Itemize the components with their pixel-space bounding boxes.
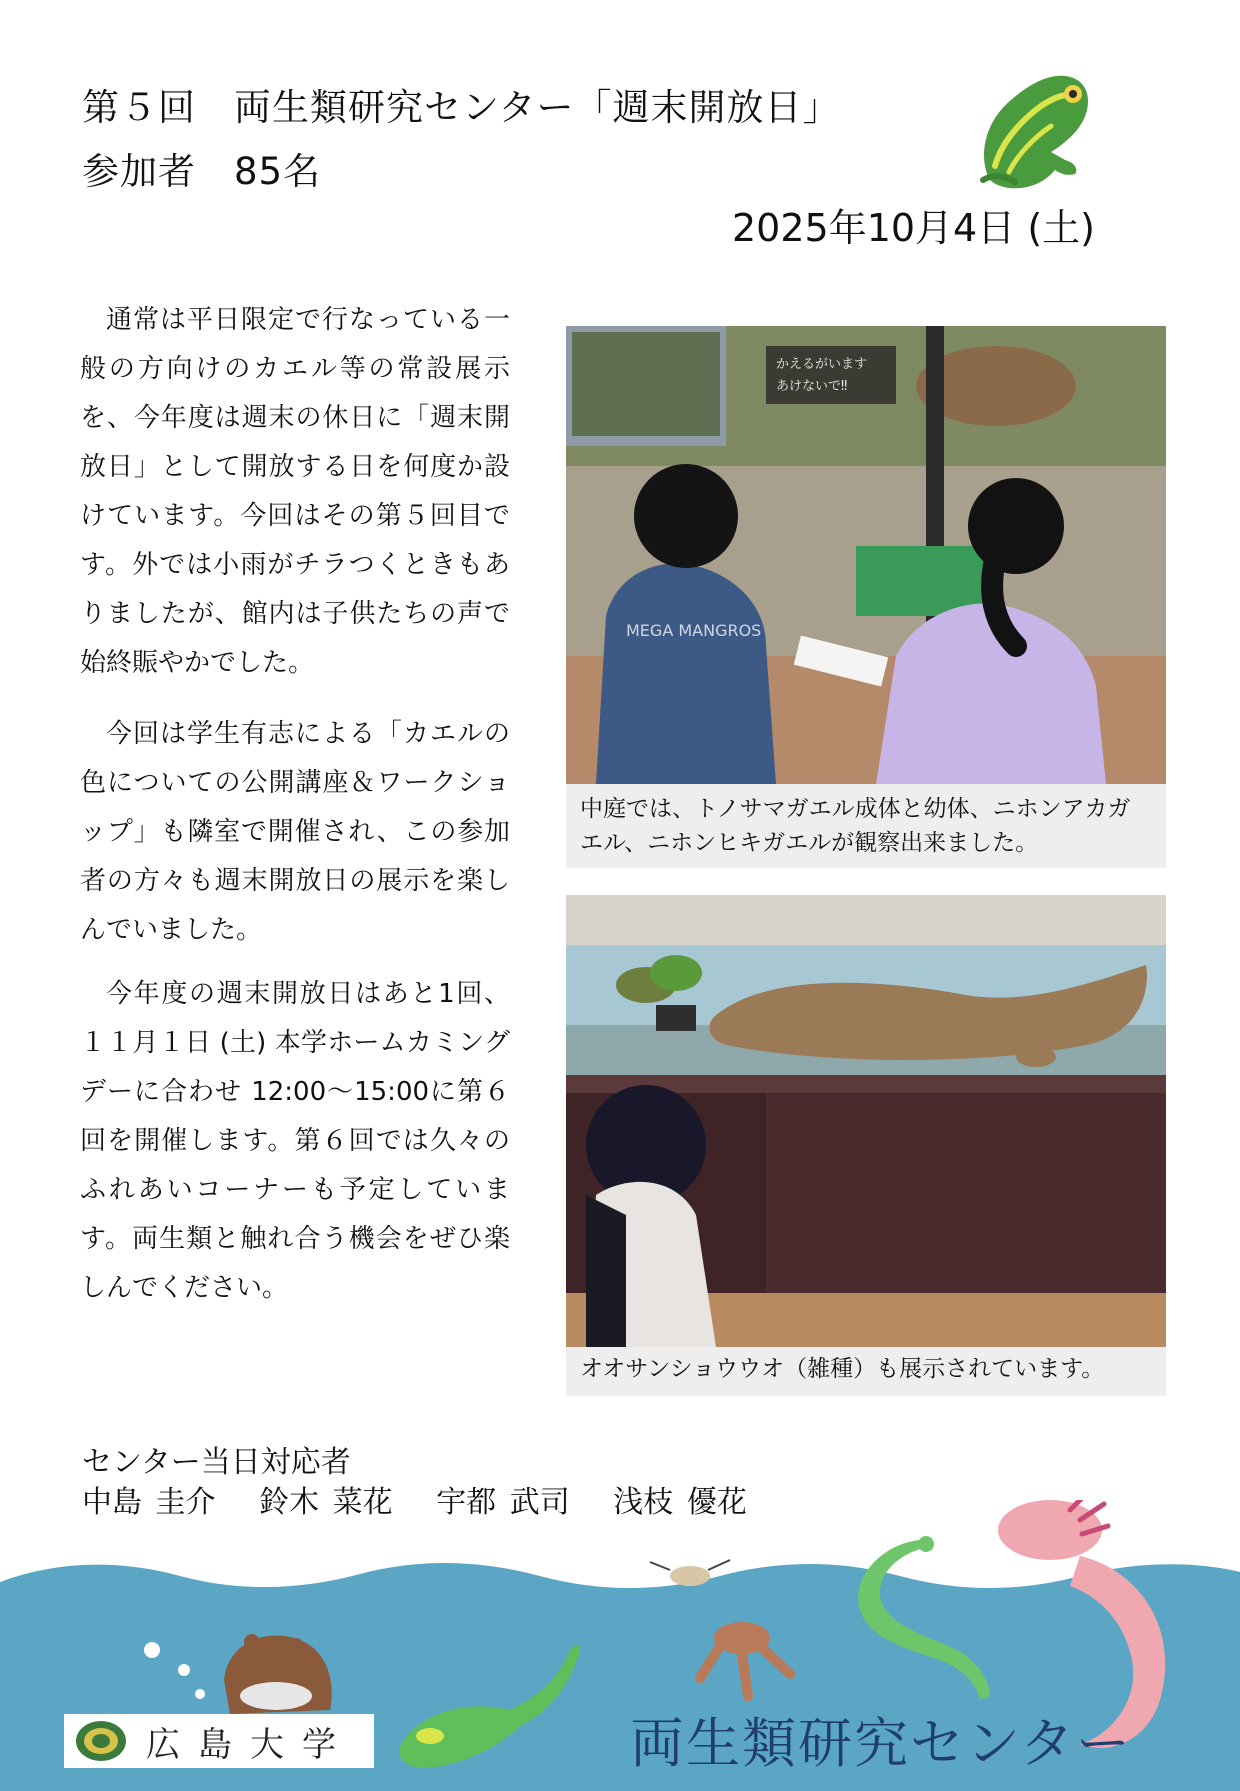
university-name: 広島大学	[146, 1724, 354, 1765]
sign-text-2: あけないで‼	[776, 379, 848, 394]
staff-name: 中島 圭介	[82, 1485, 216, 1520]
article-paragraph-1: 通常は平日限定で行なっている一般の方向けのカエル等の常設展示を、今年度は週末の休日に「週末開放日」として開放する日を何度か設けています。今回はその第５回目です。外では小雨がチラつくときもありましたが、館内は子供たちの声で始終賑やかでした。	[80, 305, 510, 678]
staff-name: 宇都 武司	[436, 1485, 570, 1520]
event-date: 2025年10月4日 (土)	[732, 206, 1095, 250]
sign-text-1: かえるがいます	[776, 357, 868, 372]
university-emblem-icon	[74, 1718, 128, 1764]
photo-children-window	[566, 326, 1166, 784]
frog-icon	[975, 70, 1095, 192]
shirt-text: MEGA MANGROS	[626, 621, 762, 640]
photo-salamander-tank	[566, 895, 1166, 1347]
photo-caption-1: 中庭では、トノサマガエル成体と幼体、ニホンアカガエル、ニホンヒキガエルが観察出来ました。	[566, 784, 1166, 868]
photo-salamander	[566, 895, 1166, 1396]
article-paragraph-3: 今年度の週末開放日はあと1回、１１月１日 (土) 本学ホームカミングデーに合わせ 12:00〜15:00に第６回を開催します。第６回では久々のふれあいコーナーも予定しています。両生類と触れ合う機会をぜひ楽しんでください。	[80, 979, 510, 1303]
article-paragraph-2: 今回は学生有志による「カエルの色についての公開講座＆ワークショップ」も隣室で開催され、この参加者の方々も週末開放日の展示を楽しんでいました。	[80, 719, 510, 945]
title-event: 第５回 両生類研究センター「週末開放日」	[82, 86, 841, 129]
staff-name: 鈴木 菜花	[259, 1485, 393, 1520]
staff-name: 浅枝 優花	[613, 1485, 747, 1520]
title-participants: 参加者 85名	[82, 150, 322, 193]
staff-heading: センター当日対応者	[82, 1445, 351, 1480]
photo-caption-2: オオサンショウウオ（雑種）も展示されています。	[566, 1347, 1166, 1396]
university-logo	[64, 1714, 374, 1768]
photo-courtyard	[566, 326, 1166, 868]
center-name: 両生類研究センター	[630, 1712, 1132, 1775]
